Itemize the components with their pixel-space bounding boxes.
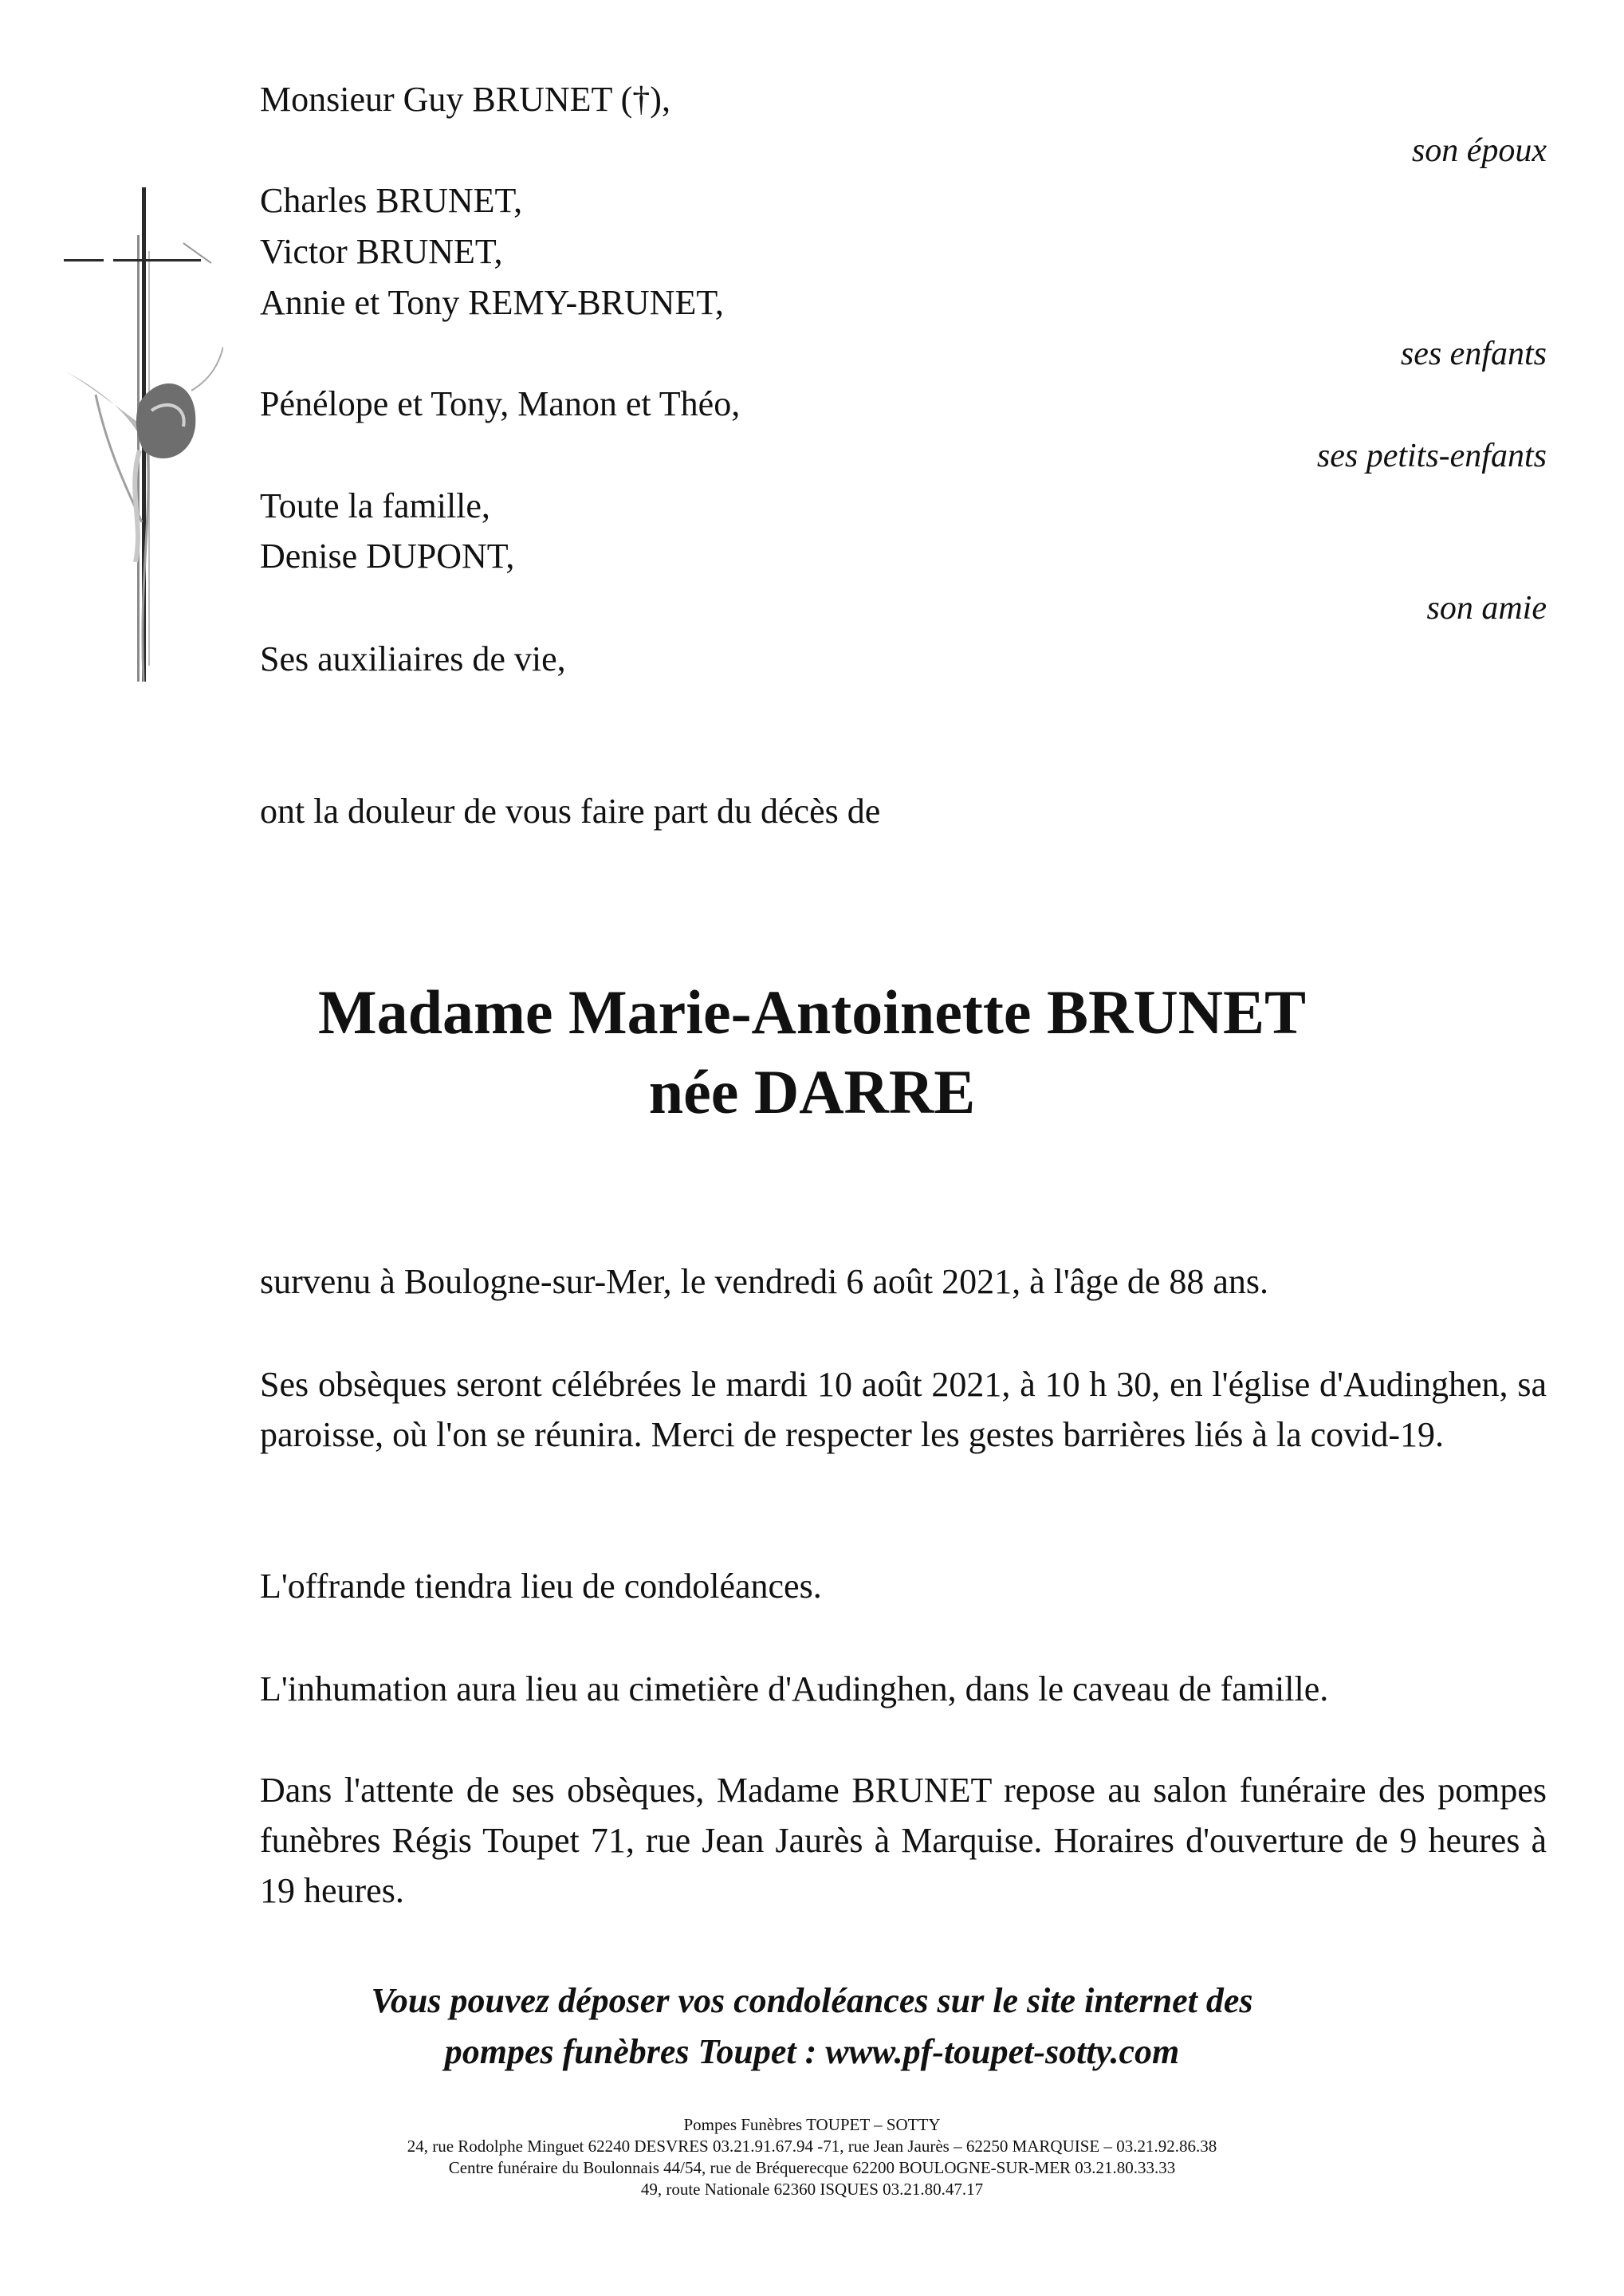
family-grandchildren: Pénélope et Tony, Manon et Théo, (260, 384, 741, 423)
role-husband: son époux (1411, 132, 1547, 169)
role-grandchildren: ses petits-enfants (1316, 438, 1547, 474)
deceased-maiden-name: née DARRE (648, 1057, 976, 1126)
family-all: Toute la famille, (260, 486, 490, 525)
death-paragraph: survenu à Boulogne-sur-Mer, le vendredi 6 août 2021, à l'âge de 88 ans. (260, 1262, 1269, 1301)
footer-company: Pompes Funèbres TOUPET – SOTTY (683, 2115, 941, 2134)
funeral-paragraph: Ses obsèques seront célébrées le mardi 10 août 2021, à 10 h 30, en l'église d'Audinghen, sa paroisse, où l'on se réunira. Merci de respecter les gestes barrières liés à la covid-19. (260, 1365, 1547, 1454)
family-child: Victor BRUNET, (260, 232, 503, 271)
deceased-name: Madame Marie-Antoinette BRUNET (317, 977, 1307, 1047)
footer-address: Centre funéraire du Boulonnais 44/54, rue de Bréquerecque 62200 BOULOGNE-SUR-MER 03.21.80.33.33 (448, 2158, 1176, 2177)
footer-address: 24, rue Rodolphe Minguet 62240 DESVRES 03.21.91.67.94 -71, rue Jean Jaurès – 62250 MARQUISE – 03.21.92.86.38 (407, 2137, 1217, 2156)
rest-paragraph: Dans l'attente de ses obsèques, Madame BRUNET repose au salon funéraire des pompes funèbres Régis Toupet 71, rue Jean Jaurès à Marquise. Horaires d'ouverture de 9 heures à 19 heures. (260, 1771, 1547, 1910)
condolences-line: Vous pouvez déposer vos condoléances sur le site internet des (371, 1981, 1253, 2020)
footer-address: 49, route Nationale 62360 ISQUES 03.21.80.47.17 (640, 2180, 984, 2199)
family-helpers: Ses auxiliaires de vie, (260, 639, 566, 678)
family-child: Charles BRUNET, (260, 181, 523, 220)
role-children: ses enfants (1400, 336, 1547, 372)
family-husband: Monsieur Guy BRUNET (†), (260, 80, 670, 119)
family-friend: Denise DUPONT, (260, 537, 515, 576)
offering-paragraph: L'offrande tiendra lieu de condoléances. (260, 1567, 822, 1606)
family-child: Annie et Tony REMY-BRUNET, (260, 283, 724, 322)
burial-paragraph: L'inhumation aura lieu au cimetière d'Audinghen, dans le caveau de famille. (260, 1669, 1329, 1708)
announcement-text: ont la douleur de vous faire part du décès de (260, 792, 881, 831)
condolences-website-line: pompes funèbres Toupet : www.pf-toupet-sotty.com (444, 2032, 1180, 2071)
cross-lily-icon (64, 187, 223, 698)
role-friend: son amie (1426, 590, 1547, 627)
